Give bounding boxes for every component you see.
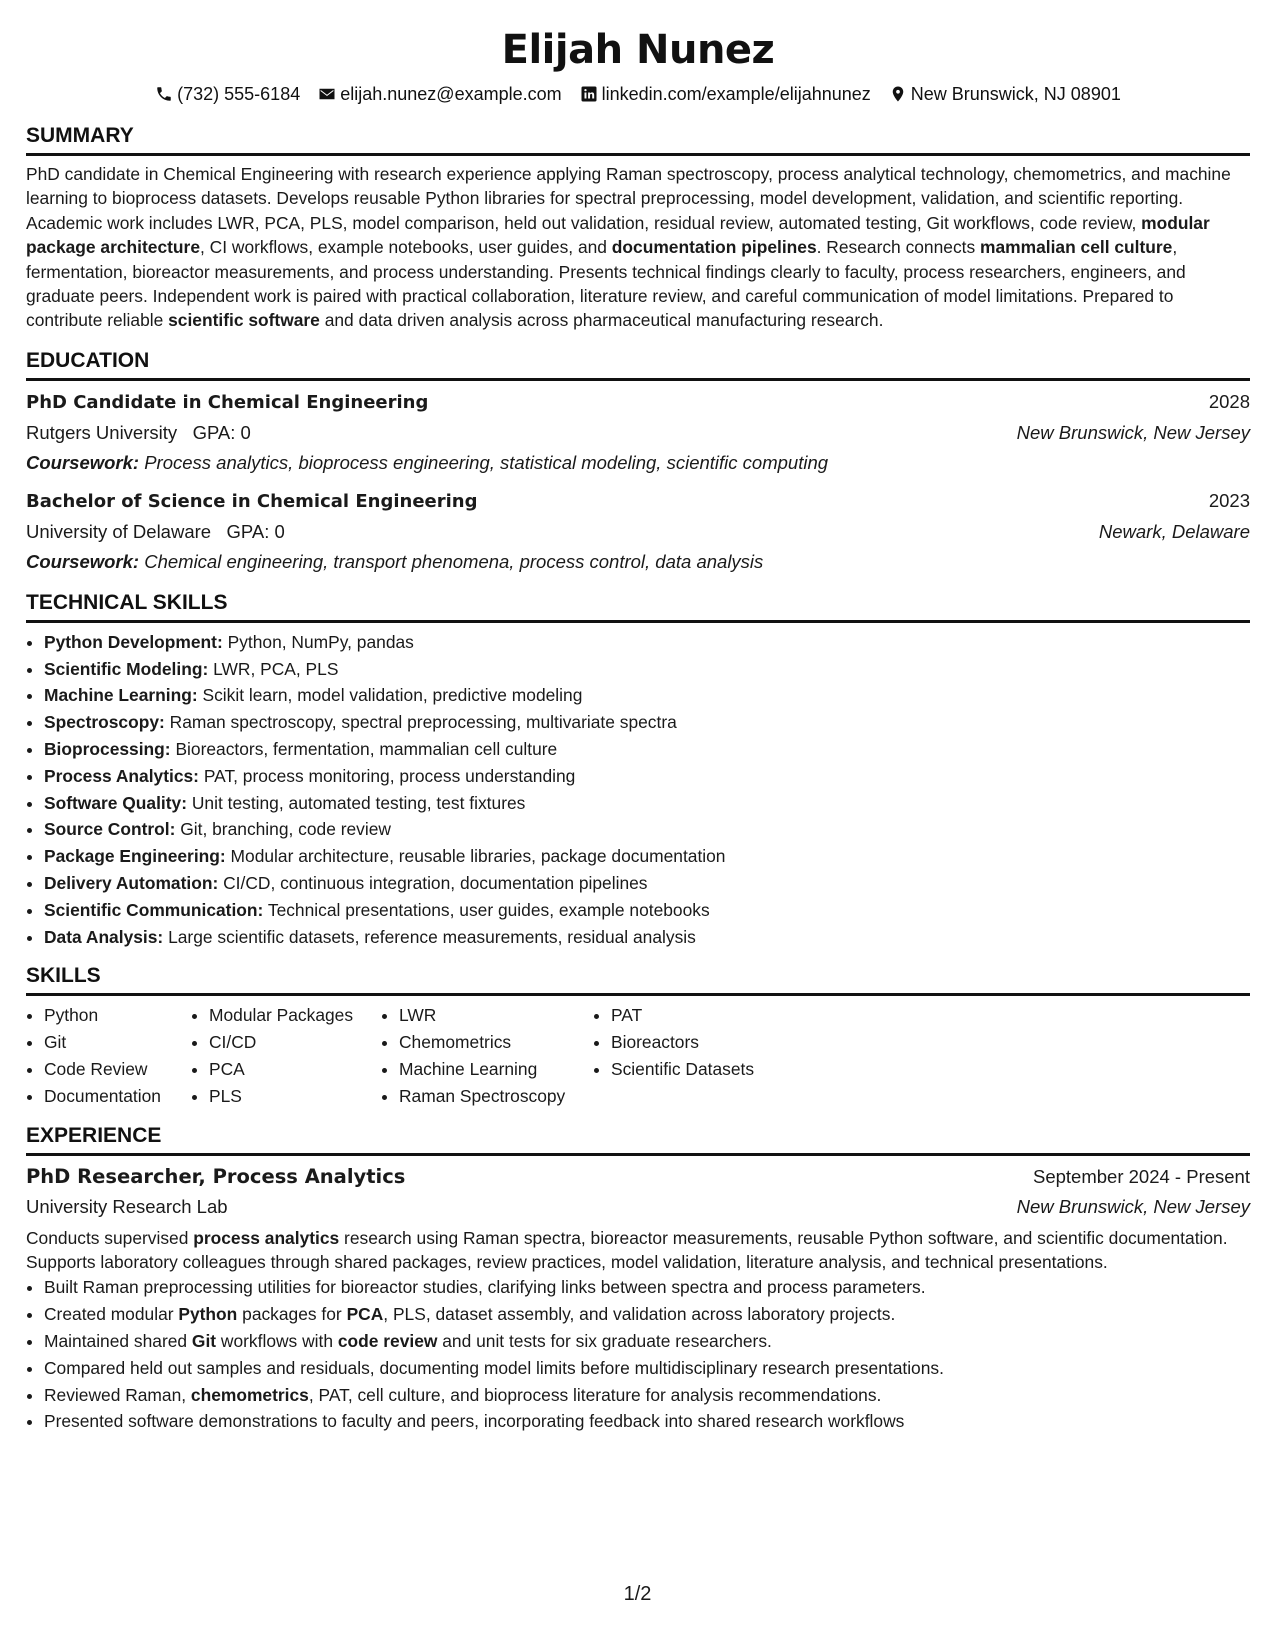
- summary-bold: scientific software: [168, 310, 320, 331]
- skill-item: • Git: [44, 1029, 191, 1056]
- bullet-bold: chemometrics: [190, 1384, 309, 1405]
- phone-text: (732) 555-6184: [177, 84, 301, 104]
- skill-values: Technical presentations, user guides, example notebooks: [267, 899, 710, 920]
- gpa: GPA: 0: [226, 520, 285, 542]
- skill-values: Git, branching, code review: [180, 819, 391, 840]
- job-bullet: [44, 1301, 1250, 1328]
- skill-values: Large scientific datasets, reference measurements, residual analysis: [168, 926, 696, 947]
- skill-values: LWR, PCA, PLS: [213, 658, 339, 679]
- bullet-text: , PLS, dataset assembly, and validation across laboratory projects.: [383, 1304, 896, 1325]
- education-heading: EDUCATION: [26, 347, 1250, 381]
- technical-skill-item: [44, 924, 1250, 951]
- skill-item: • CI/CD: [209, 1029, 381, 1056]
- school-location: Newark, Delaware: [1098, 520, 1250, 542]
- education-entry: [26, 486, 1250, 577]
- skills-column: [381, 1002, 593, 1109]
- bullet-bold: Git: [191, 1331, 217, 1351]
- summary-part: and data driven analysis across pharmaceutical manufacturing research.: [319, 310, 884, 331]
- job-location: New Brunswick, New Jersey: [1016, 1195, 1250, 1217]
- location-text: New Brunswick, NJ 08901: [910, 84, 1121, 104]
- skill-values: Unit testing, automated testing, test fixtures: [191, 792, 526, 813]
- technical-skill-item: [44, 656, 1250, 683]
- skill-item: • Chemometrics: [399, 1029, 593, 1056]
- skill-item: • Raman Spectroscopy: [399, 1083, 593, 1110]
- skill-item: • Machine Learning: [399, 1056, 593, 1083]
- skills-column: [191, 1002, 381, 1109]
- skill-category: Data Analysis:: [44, 926, 164, 947]
- degree-title: Bachelor of Science in Chemical Engineering: [26, 490, 478, 512]
- skill-item: • Modular Packages: [209, 1002, 381, 1029]
- technical-skills-list: [26, 629, 1250, 951]
- technical-skill-item: [44, 629, 1250, 656]
- technical-skills-section: [26, 589, 1250, 951]
- technical-skill-item: [44, 870, 1250, 897]
- technical-skill-item: [44, 763, 1250, 790]
- gpa: GPA: 0: [192, 421, 251, 443]
- skill-values: CI/CD, continuous integration, documentation pipelines: [223, 873, 648, 894]
- graduation-year: 2028: [1208, 390, 1250, 412]
- job-bullet: [44, 1328, 1250, 1355]
- envelope-icon: [318, 85, 336, 103]
- linkedin-icon: [580, 85, 598, 103]
- technical-skill-item: [44, 709, 1250, 736]
- skills-column: [26, 1002, 191, 1109]
- job-intro: [26, 1226, 1250, 1275]
- skill-item: • Bioreactors: [611, 1029, 793, 1056]
- experience-section: [26, 1122, 1250, 1436]
- skill-item: • Code Review: [44, 1056, 191, 1083]
- job-bullet: [44, 1408, 1250, 1435]
- job-bullet: [44, 1355, 1250, 1382]
- skill-category: Scientific Communication:: [44, 899, 264, 920]
- summary-bold: modular package architecture: [26, 212, 1210, 258]
- bullet-text: workflows with: [216, 1331, 338, 1351]
- summary-bold: mammalian cell culture: [980, 237, 1173, 258]
- skills-section: [26, 962, 1250, 1109]
- coursework-label: Coursework:: [26, 451, 140, 473]
- bullet-text: packages for: [237, 1304, 347, 1325]
- skills-column: [593, 1002, 793, 1109]
- school-name: Rutgers University: [26, 421, 178, 443]
- contact-linkedin[interactable]: [580, 82, 871, 106]
- skill-values: Raman spectroscopy, spectral preprocessing, multivariate spectra: [169, 712, 677, 733]
- summary-part: , fermentation, bioreactor measurements, and process understanding. Presents technical findings clearly to faculty, process researchers, engineers, and graduate peers. Independent work is paired with practical collaboration, literature review, and careful communication of model limitations. Prepared to contribute reliable: [26, 237, 1186, 331]
- coursework-label: Coursework:: [26, 550, 140, 572]
- skill-item: • PAT: [611, 1002, 793, 1029]
- coursework-text: Chemical engineering, transport phenomena, process control, data analysis: [144, 550, 764, 572]
- summary-part: PhD candidate in Chemical Engineering with research experience applying Raman spectroscopy, process analytical technology, chemometrics, and machine learning to bioprocess datasets. Develops reusable Python libraries for spectral preprocessing, model development, validation, and scientific reporting. Academic work includes LWR, PCA, PLS, model comparison, held out validation, residual review, automated testing, Git workflows, code review,: [26, 164, 1231, 233]
- graduation-year: 2023: [1208, 489, 1250, 511]
- organization: University Research Lab: [26, 1195, 228, 1217]
- skill-values: Scikit learn, model validation, predictive modeling: [202, 685, 583, 706]
- skill-values: Python, NumPy, pandas: [227, 631, 414, 652]
- skill-category: Process Analytics:: [44, 765, 199, 786]
- job-title: PhD Researcher, Process Analytics: [26, 1164, 406, 1188]
- skill-category: Software Quality:: [44, 792, 188, 813]
- technical-skill-item: [44, 897, 1250, 924]
- summary-heading: SUMMARY: [26, 122, 1250, 156]
- bullet-bold: PCA: [346, 1304, 384, 1325]
- education-section: [26, 347, 1250, 577]
- skill-item: • Python: [44, 1002, 191, 1029]
- bullet-text: , PAT, cell culture, and bioprocess literature for analysis recommendations.: [308, 1384, 882, 1405]
- bullet-text: Compared held out samples and residuals, documenting model limits before multidisciplinary research presentations.: [44, 1357, 944, 1378]
- skill-category: Spectroscopy:: [44, 712, 165, 733]
- skill-values: PAT, process monitoring, process understanding: [203, 765, 576, 786]
- bullet-text: and unit tests for six graduate researchers.: [437, 1331, 772, 1351]
- job-bullet: [44, 1382, 1250, 1409]
- technical-skills-heading: TECHNICAL SKILLS: [26, 589, 1250, 623]
- technical-skill-item: [44, 816, 1250, 843]
- skill-category: Delivery Automation:: [44, 873, 219, 894]
- skill-values: Modular architecture, reusable libraries, package documentation: [230, 846, 726, 867]
- school-location: New Brunswick, New Jersey: [1016, 421, 1250, 443]
- education-entry: [26, 387, 1250, 478]
- degree-title: PhD Candidate in Chemical Engineering: [26, 391, 429, 413]
- coursework: [26, 448, 1250, 478]
- contact-email[interactable]: [318, 82, 561, 106]
- phone-icon: [155, 85, 173, 103]
- experience-heading: EXPERIENCE: [26, 1122, 1250, 1156]
- coursework-text: Process analytics, bioprocess engineering, statistical modeling, scientific computing: [144, 451, 829, 473]
- contact-phone[interactable]: [155, 82, 300, 106]
- skill-values: Bioreactors, fermentation, mammalian cell culture: [175, 739, 558, 760]
- skill-category: Python Development:: [44, 631, 223, 652]
- skill-category: Package Engineering:: [44, 846, 226, 867]
- technical-skill-item: [44, 682, 1250, 709]
- linkedin-text: linkedin.com/example/elijahnunez: [601, 84, 871, 104]
- summary-section: [26, 122, 1250, 333]
- coursework: [26, 547, 1250, 577]
- job-dates: September 2024 - Present: [1033, 1165, 1250, 1187]
- skill-item: • LWR: [399, 1002, 593, 1029]
- intro-bold: process analytics: [193, 1227, 340, 1248]
- skills-grid: [26, 1002, 1250, 1109]
- job-bullet: [44, 1274, 1250, 1301]
- email-text: elijah.nunez@example.com: [340, 84, 562, 104]
- map-pin-icon: [889, 85, 907, 103]
- bullet-text: Created modular: [44, 1304, 179, 1325]
- contact-bar: [26, 82, 1250, 106]
- bullet-bold: Python: [178, 1304, 238, 1325]
- summary-bold: documentation pipelines: [611, 237, 817, 258]
- summary-text: [26, 162, 1250, 333]
- intro-part: research using Raman spectra, bioreactor measurements, reusable Python software, and scientific documentation. Supports laboratory colleagues through shared packages, review practices, model validation, literature analysis, and technical presentations.: [26, 1227, 1228, 1272]
- school-line: [26, 418, 251, 448]
- skill-item: • PCA: [209, 1056, 381, 1083]
- skill-category: Machine Learning:: [44, 685, 198, 706]
- candidate-name: Elijah Nunez: [501, 27, 775, 73]
- skill-category: Scientific Modeling:: [44, 658, 209, 679]
- skills-heading: SKILLS: [26, 962, 1250, 996]
- bullet-text: Built Raman preprocessing utilities for bioreactor studies, clarifying links between spectra and process parameters.: [44, 1277, 926, 1298]
- school-name: University of Delaware: [26, 520, 212, 542]
- summary-part: , CI workflows, example notebooks, user guides, and: [200, 237, 612, 258]
- skill-category: Source Control:: [44, 819, 176, 840]
- bullet-text: Maintained shared: [44, 1331, 192, 1351]
- job-bullets: [26, 1274, 1250, 1435]
- technical-skill-item: [44, 736, 1250, 763]
- bullet-text: Presented software demonstrations to faculty and peers, incorporating feedback into shared research workflows: [44, 1411, 905, 1432]
- technical-skill-item: [44, 843, 1250, 870]
- school-line: [26, 517, 285, 547]
- skill-item: • Scientific Datasets: [611, 1056, 793, 1083]
- skill-category: Bioprocessing:: [44, 739, 171, 760]
- bullet-text: Reviewed Raman,: [44, 1384, 191, 1405]
- technical-skill-item: [44, 790, 1250, 817]
- page-number: 1/2: [623, 1583, 652, 1605]
- contact-location: [889, 82, 1121, 106]
- resume-page: [26, 0, 1250, 1435]
- skill-item: • PLS: [209, 1083, 381, 1110]
- intro-part: Conducts supervised: [26, 1227, 194, 1248]
- bullet-bold: code review: [337, 1331, 438, 1351]
- skill-item: • Documentation: [44, 1083, 191, 1110]
- summary-part: . Research connects: [816, 237, 981, 258]
